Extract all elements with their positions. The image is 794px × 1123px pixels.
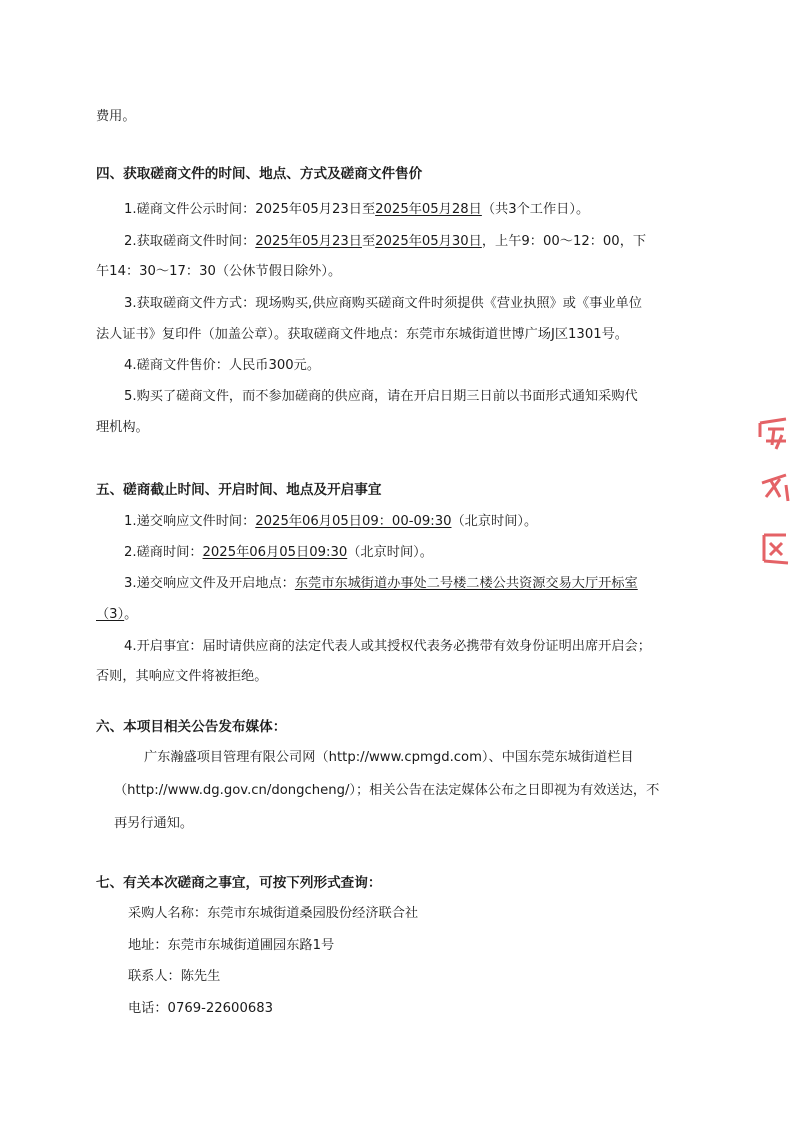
sec6-media-line-3: 再另行通知。 <box>114 816 194 831</box>
section-7-heading: 七、有关本次磋商之事宜，可按下列形式查询： <box>96 875 382 891</box>
sec6-media-line-1: 广东瀚盛项目管理有限公司网（http://www.cpmgd.com）、中国东莞东城街道栏目 <box>144 750 634 765</box>
section-5-heading: 五、磋商截止时间、开启时间、地点及开启事宜 <box>96 482 382 498</box>
sec4-item-1: 1.磋商文件公示时间：2025年05月23日至2025年05月28日（共3个工作日）。 <box>124 202 590 217</box>
sec4-item-2-cont: 午14：30～17：30（公休节假日除外）。 <box>96 264 342 279</box>
sec6-media-line-2: （http://www.dg.gov.cn/dongcheng/）；相关公告在法定媒体公布之日即视为有效送达，不 <box>114 783 660 798</box>
sec4-item-5: 5.购买了磋商文件，而不参加磋商的供应商，请在开启日期三日前以书面形式通知采购代 <box>124 389 638 404</box>
purchaser-address: 地址：东莞市东城街道圃园东路1号 <box>128 938 335 953</box>
section-4-heading: 四、获取磋商文件的时间、地点、方式及磋商文件售价 <box>96 166 423 182</box>
sec5-item-4: 4.开启事宜：届时请供应商的法定代表人或其授权代表务必携带有效身份证明出席开启会； <box>124 639 651 654</box>
sec4-item-3: 3.获取磋商文件方式：现场购买,供应商购买磋商文件时须提供《营业执照》或《事业单位 <box>124 296 642 311</box>
sec4-item-5-cont: 理机构。 <box>96 420 149 435</box>
sec5-item-4-cont: 否则，其响应文件将被拒绝。 <box>96 669 268 684</box>
sec5-item-2: 2.磋商时间：2025年06月05日09:30（北京时间）。 <box>124 545 433 560</box>
seal-stamp-partial <box>756 405 794 605</box>
contact-person: 联系人：陈先生 <box>128 969 221 984</box>
sec5-item-1: 1.递交响应文件时间：2025年06月05日09：00-09:30（北京时间）。 <box>124 514 538 529</box>
section-6-heading: 六、本项目相关公告发布媒体： <box>96 719 287 735</box>
sec5-item-3-cont: （3）。 <box>96 607 138 622</box>
contact-phone: 电话：0769-22600683 <box>128 1001 274 1016</box>
sec5-item-3: 3.递交响应文件及开启地点：东莞市东城街道办事处二号楼二楼公共资源交易大厅开标室 <box>124 576 638 591</box>
sec4-item-2: 2.获取磋商文件时间：2025年05月23日至2025年05月30日，上午9：00～12：00，下 <box>124 234 647 249</box>
sec4-item-3-cont: 法人证书》复印件（加盖公章）。获取磋商文件地点：东莞市东城街道世博广场J区1301号。 <box>96 327 628 342</box>
sec4-item-4: 4.磋商文件售价：人民币300元。 <box>124 358 321 373</box>
continuation-text: 费用。 <box>96 109 136 124</box>
purchaser-name: 采购人名称：东莞市东城街道桑园股份经济联合社 <box>128 906 419 921</box>
